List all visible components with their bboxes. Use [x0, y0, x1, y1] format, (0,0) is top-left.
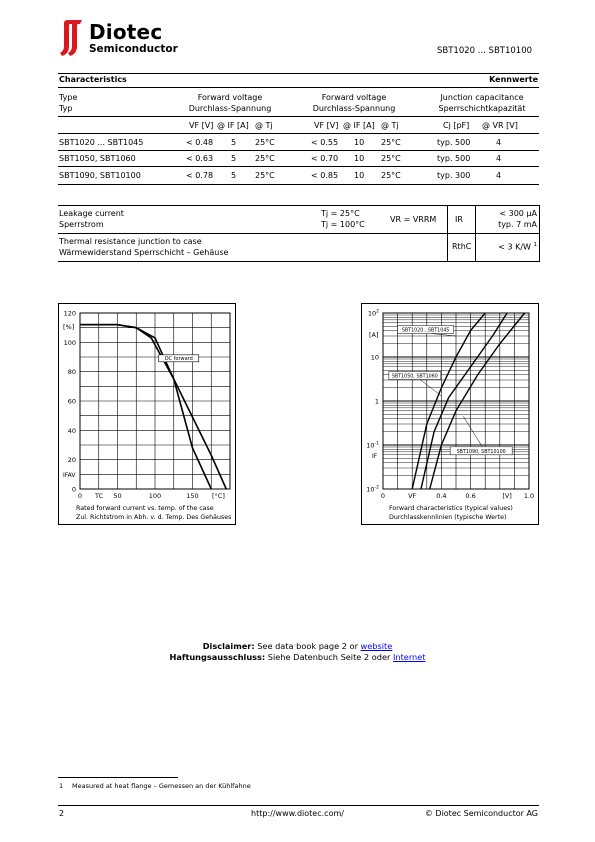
y-tick-label: 80	[67, 368, 76, 377]
row-tj1: 25°C	[255, 171, 275, 180]
y-tick-label: 100	[63, 338, 76, 347]
chart2-caption-de: Durchlasskennlinien (typische Werte)	[389, 514, 507, 521]
row-vf1: < 0.48	[186, 138, 214, 147]
y-axis-unit: [%]	[63, 323, 75, 331]
leakage-label-de: Sperrstrom	[59, 220, 104, 229]
disclaimer-label: Disclaimer:	[202, 641, 255, 651]
series-label: SBT1090, SBT10100	[456, 449, 506, 455]
divider	[58, 150, 539, 151]
series-line	[80, 325, 211, 489]
row-cj: typ. 300	[437, 171, 471, 180]
row-cj: typ. 500	[437, 138, 471, 147]
footnote-text: Measured at heat flange – Gemessen an der Kühlfahne	[72, 782, 251, 790]
row-tj1: 25°C	[255, 138, 275, 147]
divider	[58, 205, 539, 206]
row-vf2: < 0.70	[311, 154, 339, 163]
row-tj2: 25°C	[381, 138, 401, 147]
chart1-caption-en: Rated forward current vs. temp. of the case	[76, 505, 214, 512]
col3-header-de: Sperrschichtkapazität	[438, 104, 526, 113]
type-header-de: Typ	[59, 104, 73, 113]
y-tick-label: 10	[370, 353, 379, 362]
x-tick-label: 0	[77, 492, 83, 500]
row-type: SBT1090, SBT10100	[59, 171, 141, 180]
divider	[58, 116, 539, 117]
x-axis-unit: [°C]	[212, 492, 225, 500]
brand-name: Diotec	[89, 20, 163, 44]
x-axis-symbol: VF	[408, 492, 417, 500]
series-label: SBT1020...SBT1045	[401, 328, 450, 334]
y-tick-label: $10^2$	[367, 309, 379, 318]
series-label: SBT1050, SBT1060	[391, 374, 438, 380]
x-tick-label: 50	[113, 492, 122, 500]
divider	[58, 261, 539, 262]
section-title-en: Characteristics	[59, 75, 127, 84]
chart2-caption-en: Forward characteristics (typical values)	[389, 505, 513, 512]
sub-tj1: @ Tj	[255, 121, 273, 130]
thermal-label-de: Wärmewiderstand Sperrschicht – Gehäuse	[59, 248, 229, 257]
chart-forward	[361, 303, 541, 527]
vline	[539, 205, 540, 262]
diotec-logo-mark	[58, 18, 84, 58]
disclaimer-label-de: Haftungsausschluss:	[169, 652, 266, 662]
leakage-cond-vr: VR = VRRM	[390, 215, 437, 224]
row-if1: 5	[231, 171, 237, 180]
row-vr: 4	[496, 138, 502, 147]
row-vf2: < 0.55	[311, 138, 339, 147]
y-tick-label: 0	[71, 485, 76, 494]
divider	[58, 133, 539, 134]
row-tj2: 25°C	[381, 154, 401, 163]
y-axis-symbol: IFAV	[63, 472, 76, 479]
disclaimer-de	[0, 652, 595, 662]
footer-url[interactable]: http://www.diotec.com/	[251, 809, 344, 818]
x-tick-label: 100	[148, 492, 162, 500]
leakage-val2: typ. 7 mA	[498, 220, 537, 229]
chart-derating	[58, 303, 238, 527]
divider	[58, 233, 539, 234]
row-vr: 4	[496, 171, 502, 180]
row-type: SBT1020 ... SBT1045	[59, 138, 144, 147]
sub-if2: @ IF [A]	[343, 121, 375, 130]
disclaimer-text-de: Siehe Datenbuch Seite 2 oder	[267, 652, 391, 662]
y-tick-label: $10^{-2}$	[366, 485, 379, 494]
x-tick-label: 0.6	[465, 492, 476, 500]
sub-vf1: VF [V]	[189, 121, 214, 130]
logo	[58, 18, 198, 58]
disclaimer-en	[0, 641, 595, 651]
leakage-label-en: Leakage current	[59, 209, 124, 218]
y-tick-label: 1	[374, 397, 379, 406]
y-tick-label: 40	[67, 426, 76, 435]
divider	[58, 73, 539, 74]
divider	[58, 87, 539, 88]
y-tick-label: 20	[67, 456, 76, 465]
leakage-symbol: IR	[455, 215, 463, 224]
row-type: SBT1050, SBT1060	[59, 154, 136, 163]
type-header-en: Type	[59, 93, 78, 102]
row-tj1: 25°C	[255, 154, 275, 163]
series-label-leader	[431, 334, 456, 336]
brand-subtitle: Semiconductor	[89, 43, 178, 55]
leakage-cond1: Tj = 25°C	[321, 209, 360, 218]
section-title-de: Kennwerte	[489, 75, 538, 84]
sub-if1: @ IF [A]	[217, 121, 249, 130]
x-axis-symbol: TC	[95, 492, 104, 500]
page-number: 2	[59, 809, 65, 818]
row-cj: typ. 500	[437, 154, 471, 163]
x-axis-unit: [V]	[502, 492, 512, 500]
y-axis-unit: [A]	[369, 331, 379, 339]
footnote-ref: 1	[533, 242, 537, 248]
row-vf2: < 0.85	[311, 171, 339, 180]
footnote-divider	[58, 777, 178, 778]
y-tick-label: 120	[63, 309, 76, 318]
row-if1: 5	[231, 154, 237, 163]
y-tick-label: 60	[67, 397, 76, 406]
x-tick-label: 0	[380, 492, 386, 500]
sub-vf2: VF [V]	[314, 121, 339, 130]
website-link[interactable]: website	[360, 641, 393, 651]
col2-header-en: Forward voltage	[321, 93, 387, 102]
internet-link[interactable]: Internet	[392, 652, 426, 662]
leakage-cond2: Tj = 100°C	[321, 220, 365, 229]
sub-vr: @ VR [V]	[482, 121, 518, 130]
x-tick-label: 1.0	[523, 492, 535, 500]
col1-header-de: Durchlass-Spannung	[188, 104, 272, 113]
row-if2: 10	[354, 171, 365, 180]
thermal-label-en: Thermal resistance junction to case	[59, 237, 202, 246]
disclaimer-text: See data book page 2 or	[257, 641, 358, 651]
col1-header-en: Forward voltage	[197, 93, 263, 102]
x-tick-label: 150	[186, 492, 199, 500]
y-axis-symbol: IF	[372, 453, 378, 461]
row-if2: 10	[354, 138, 365, 147]
footer-copyright: © Diotec Semiconductor AG	[424, 809, 538, 818]
y-tick-label: $10^{-1}$	[366, 441, 379, 450]
divider	[58, 166, 539, 167]
annotation-dc-forward: DC forward	[164, 356, 193, 363]
sub-cj: Cj [pF]	[443, 121, 470, 130]
sub-tj2: @ Tj	[381, 121, 399, 130]
col3-header-en: Junction capacitance	[440, 93, 524, 102]
series-line	[80, 325, 226, 489]
row-if1: 5	[231, 138, 237, 147]
footer-divider	[58, 805, 539, 806]
row-vr: 4	[496, 154, 502, 163]
row-vf1: < 0.78	[186, 171, 214, 180]
thermal-value: < 3 K/W $^1$	[498, 242, 537, 252]
row-vf1: < 0.63	[186, 154, 214, 163]
row-tj2: 25°C	[381, 171, 401, 180]
footnote-number: 1	[59, 782, 64, 790]
row-if2: 10	[354, 154, 365, 163]
col2-header-de: Durchlass-Spannung	[312, 104, 396, 113]
divider	[58, 184, 539, 185]
x-tick-label: 0.4	[436, 492, 447, 500]
chart1-caption-de: Zul. Richtstrom in Abh. v. d. Temp. Des Gehäuses	[76, 514, 232, 521]
leakage-val1: < 300 µA	[499, 209, 537, 218]
thermal-symbol: RthC	[452, 242, 472, 251]
part-range: SBT1020 ... SBT10100	[437, 46, 533, 56]
